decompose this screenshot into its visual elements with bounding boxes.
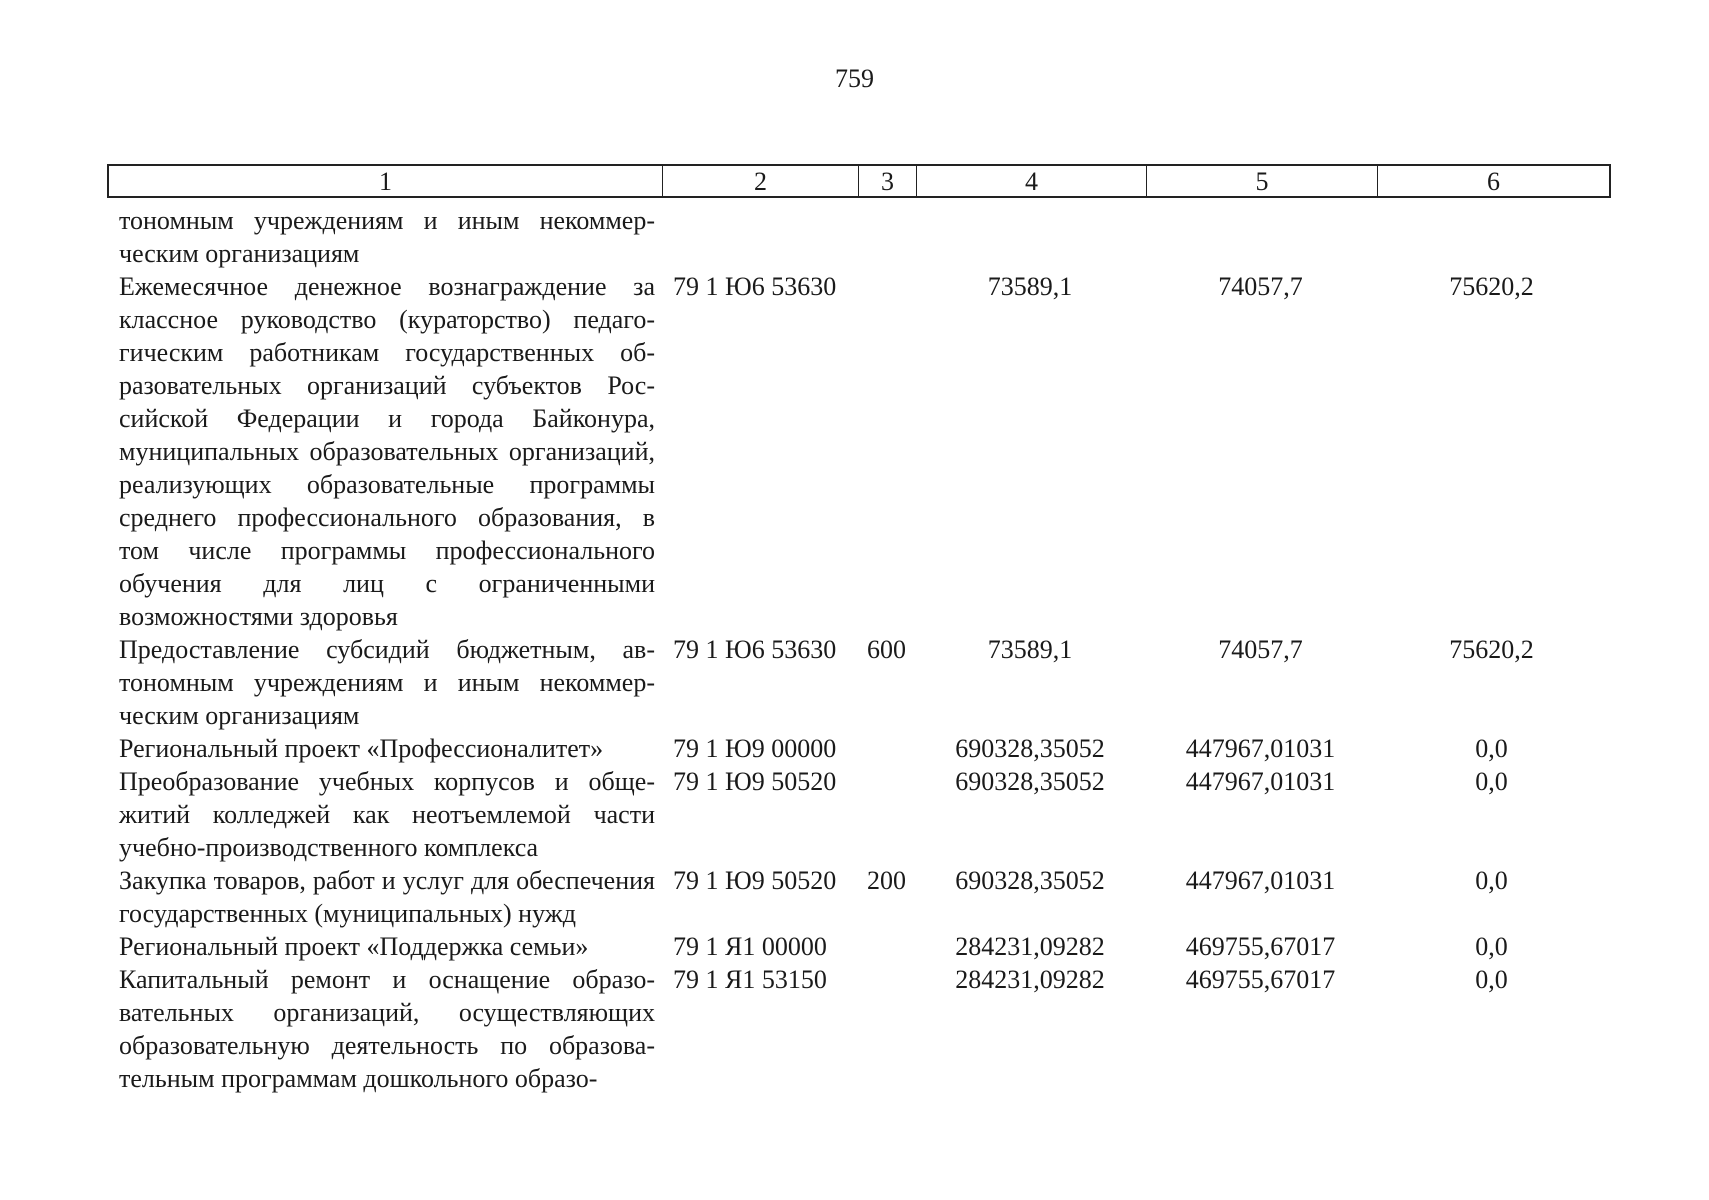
row-expense-type [857, 270, 915, 633]
row-value-col5: 447967,01031 [1185, 767, 1336, 796]
table-header [107, 164, 1611, 198]
page-number: 759 [835, 64, 874, 93]
row-value-col4: 73589,1 [987, 272, 1073, 301]
row-value-col5: 447967,01031 [1185, 866, 1336, 895]
row-value-col4: 690328,35052 [955, 734, 1105, 763]
row-name: Закупка товаров, работ и услуг для обеспечения государственных (муниципальных) нужд [119, 866, 655, 928]
row-code: 79 1 Ю9 50520 [673, 767, 837, 796]
table-row [107, 270, 1611, 633]
row-expense-type [857, 930, 915, 963]
row-code: 79 1 Ю9 00000 [673, 734, 837, 763]
row-name: Предоставление субсидий бюджетным, автономным учреждениям и иным некоммерческим организациям [119, 635, 655, 730]
row-value-col4: 690328,35052 [955, 866, 1105, 895]
table-row [107, 633, 1611, 732]
column-header-6: 6 [1487, 167, 1500, 196]
row-name: Региональный проект «Поддержка семьи» [119, 932, 589, 961]
table-row [107, 864, 1611, 930]
row-name: Ежемесячное денежное вознаграждение за классное руководство (кураторство) педагогическим работникам государственных образовательных организаций субъектов Российской Федерации и города Байконура, муниципальных образовательных организаций, реализующих образовательные программы среднего профессионального образования, в том числе программы профессионального обучения для лиц с ограниченными возможностями здоровья [119, 272, 655, 631]
column-header-5: 5 [1147, 166, 1378, 196]
row-code: 79 1 Ю9 50520 [673, 866, 837, 895]
row-value-col6 [1376, 204, 1607, 270]
row-value-col5 [1145, 204, 1376, 270]
column-header-3: 3 [859, 166, 917, 196]
table-row [107, 930, 1611, 963]
row-value-col6: 0,0 [1475, 866, 1508, 895]
row-value-col6: 0,0 [1475, 767, 1508, 796]
row-value-col4: 284231,09282 [955, 965, 1105, 994]
row-value-col6: 75620,2 [1449, 635, 1534, 664]
row-value-col5: 447967,01031 [1185, 734, 1336, 763]
row-name: Региональный проект «Профессионалитет» [119, 734, 604, 763]
row-code: 79 1 Я1 53150 [673, 965, 827, 994]
row-name: Преобразование учебных корпусов и общежитий колледжей как неотъемлемой части учебно-производственного комплекса [119, 767, 655, 862]
row-code: 79 1 Ю6 53630 [673, 635, 837, 664]
row-value-col6: 0,0 [1475, 932, 1508, 961]
row-value-col4: 73589,1 [987, 635, 1073, 664]
row-expense-type [857, 765, 915, 864]
row-value-col4: 284231,09282 [955, 932, 1105, 961]
row-code: 79 1 Я1 00000 [673, 932, 827, 961]
row-expense-type [857, 732, 915, 765]
row-value-col5: 74057,7 [1218, 635, 1303, 664]
table-body [107, 204, 1611, 1095]
row-value-col6: 75620,2 [1449, 272, 1534, 301]
row-value-col5: 74057,7 [1218, 272, 1303, 301]
row-value-col5: 469755,67017 [1185, 932, 1336, 961]
table-row [107, 963, 1611, 1095]
table-row [107, 732, 1611, 765]
table-row [107, 204, 1611, 270]
row-code [661, 204, 857, 270]
row-name: Капитальный ремонт и оснащение образовательных организаций, осуществляющих образовательную деятельность по образовательным программам дошкольного образо- [119, 965, 655, 1093]
row-value-col6: 0,0 [1475, 965, 1508, 994]
row-value-col6: 0,0 [1475, 734, 1508, 763]
row-expense-type: 600 [867, 635, 906, 664]
row-expense-type [857, 963, 915, 1095]
row-name: тономным учреждениям и иным некоммерческим организациям [119, 206, 655, 268]
row-value-col5: 469755,67017 [1185, 965, 1336, 994]
row-expense-type: 200 [867, 866, 906, 895]
row-code: 79 1 Ю6 53630 [673, 272, 837, 301]
column-header-4: 4 [917, 166, 1147, 196]
table-row [107, 765, 1611, 864]
row-value-col4: 690328,35052 [955, 767, 1105, 796]
column-header-2: 2 [663, 166, 859, 196]
row-value-col4 [915, 204, 1145, 270]
column-header-1: 1 [109, 166, 663, 196]
row-expense-type [857, 204, 915, 270]
